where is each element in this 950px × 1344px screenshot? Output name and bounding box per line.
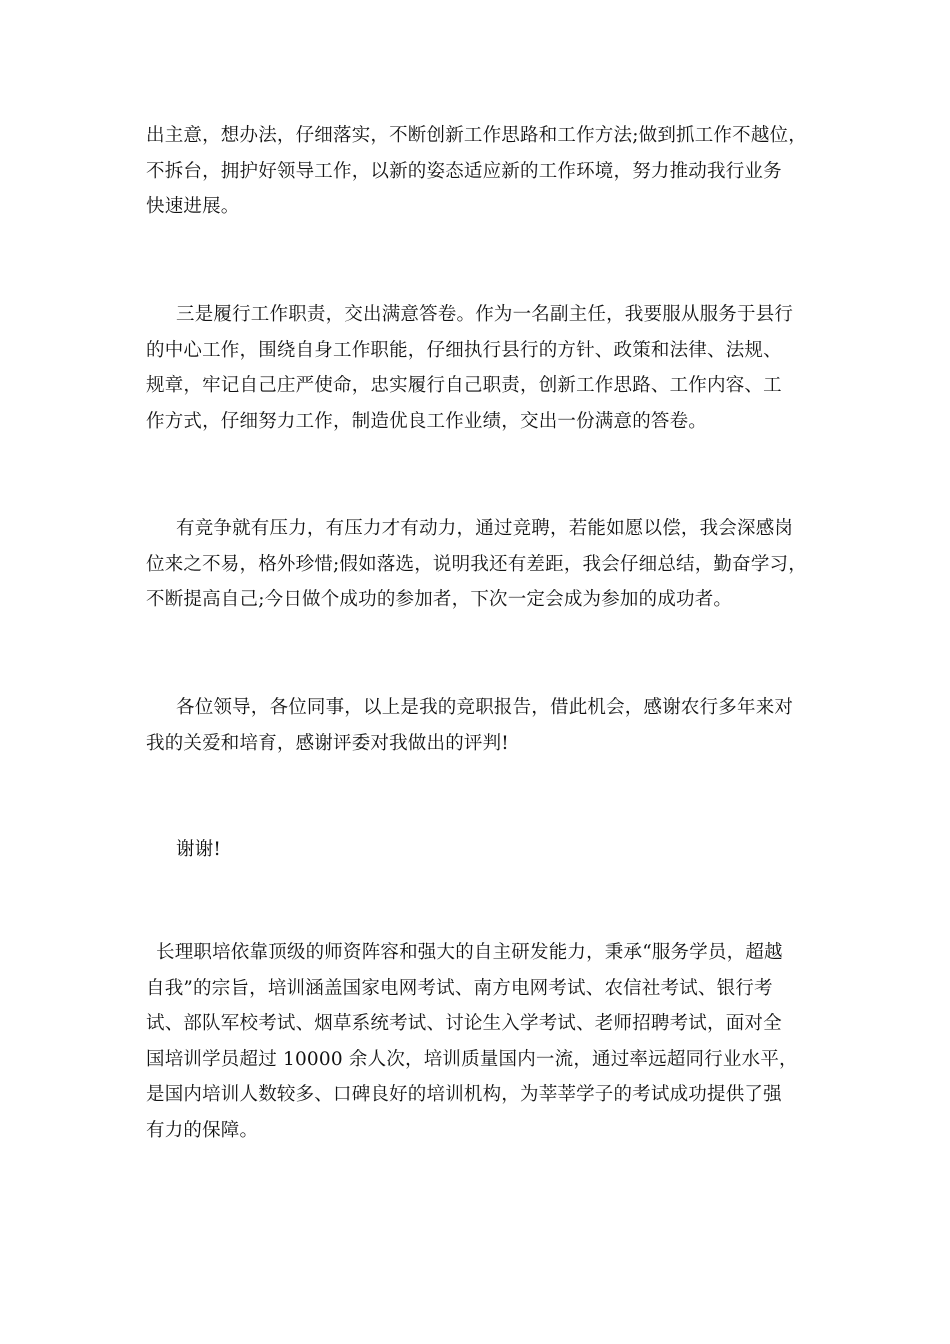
paragraph-6-line-3: 试、部队军校考试、烟草系统考试、讨论生入学考试、老师招聘考试，面对全 — [146, 1013, 782, 1034]
paragraph-2-line-3: 规章，牢记自己庄严使命，忠实履行自己职责，创新工作思路、工作内容、工 — [146, 375, 782, 396]
paragraph-1-line-2: 不拆台，拥护好领导工作，以新的姿态适应新的工作环境，努力推动我行业务 — [146, 160, 782, 182]
paragraph-6-line-1: 长理职培依靠顶级的师资阵容和强大的自主研发能力，秉承“服务学员，超越 — [156, 942, 783, 963]
paragraph-2 — [146, 297, 816, 439]
paragraph-5 — [146, 832, 816, 868]
paragraph-3-line-2: 位来之不易，格外珍惜;假如落选，说明我还有差距，我会仔细总结，勤奋学习， — [146, 553, 807, 575]
paragraph-4-line-1: 各位领导，各位同事，以上是我的竞职报告，借此机会，感谢农行多年来对 — [176, 697, 794, 718]
paragraph-2-line-1: 三是履行工作职责，交出满意答卷。作为一名副主任，我要服从服务于县行 — [176, 304, 794, 325]
paragraph-1-line-1: 出主意，想办法，仔细落实，不断创新工作思路和工作方法;做到抓工作不越位， — [146, 125, 807, 146]
paragraph-2-line-2: 的中心工作，围绕自身工作职能，仔细执行县行的方针、政策和法律、法规、 — [146, 339, 782, 361]
paragraph-4-line-2: 我的关爱和培育，感谢评委对我做出的评判! — [146, 732, 509, 754]
paragraph-6-line-6: 有力的保障。 — [146, 1119, 259, 1141]
paragraph-2-line-4: 作方式，仔细努力工作，制造优良工作业绩，交出一份满意的答卷。 — [146, 410, 708, 432]
paragraph-1 — [146, 118, 816, 225]
paragraph-6-line-5: 是国内培训人数较多、口碑良好的培训机构，为莘莘学子的考试成功提供了强 — [146, 1084, 782, 1105]
paragraph-6-line-2: 自我”的宗旨，培训涵盖国家电网考试、南方电网考试、农信社考试、银行考 — [146, 977, 773, 999]
paragraph-3-line-1: 有竞争就有压力，有压力才有动力，通过竞聘，若能如愿以偿，我会深感岗 — [176, 518, 794, 539]
paragraph-6-line-4: 国培训学员超过 10000 余人次，培训质量国内一流，通过率远超同行业水平， — [146, 1048, 798, 1070]
paragraph-1-line-3: 快速进展。 — [146, 196, 240, 217]
paragraph-6 — [146, 935, 816, 1148]
paragraph-4 — [146, 690, 816, 761]
paragraph-5-line-1: 谢谢! — [176, 839, 222, 860]
paragraph-3 — [146, 511, 816, 618]
paragraph-3-line-3: 不断提高自己;今日做个成功的参加者，下次一定会成为参加的成功者。 — [146, 589, 733, 610]
